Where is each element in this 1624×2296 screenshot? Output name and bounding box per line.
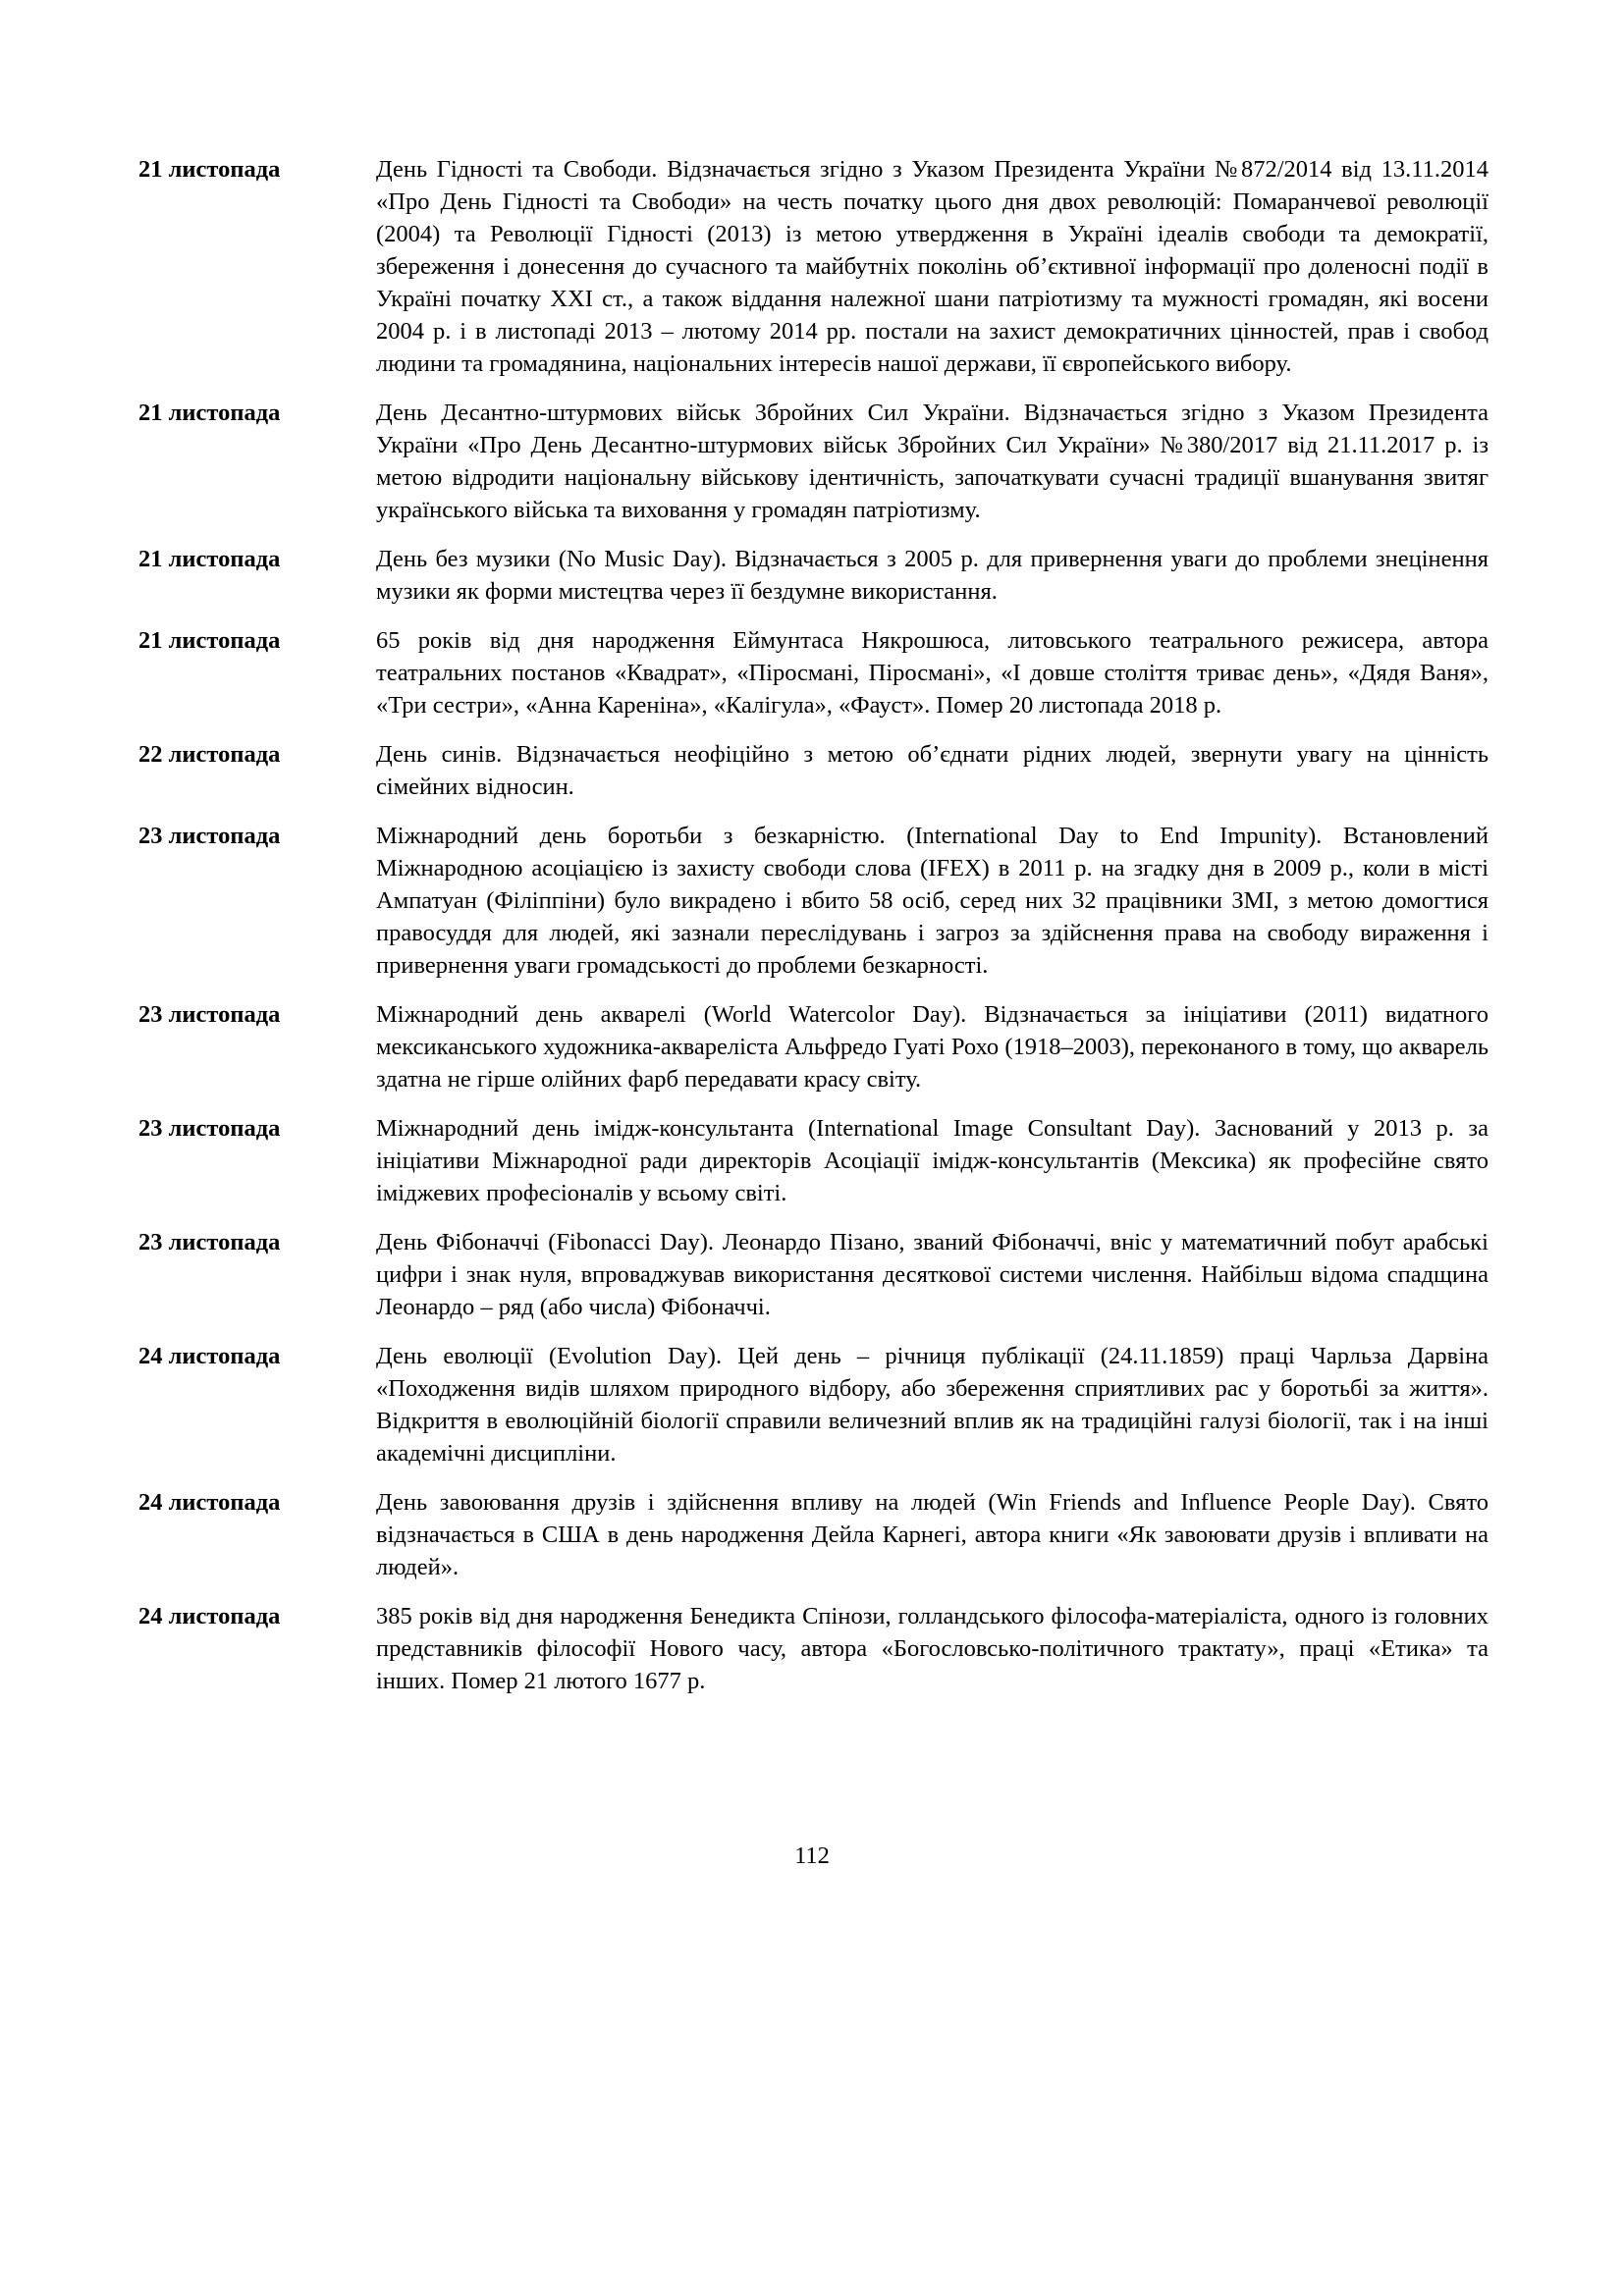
entry-date: 21 листопада [138, 546, 281, 572]
calendar-entries [138, 153, 1489, 1714]
entry-date: 22 листопада [138, 741, 281, 768]
entry-description: День синів. Відзначається неофіційно з метою об’єднати рідних людей, звернути увагу на цінність сімейних відносин. [376, 741, 1489, 800]
page-number: 112 [794, 1842, 830, 1869]
entry-description: День Фібоначчі (Fibonacci Day). Леонардо Пізано, званий Фібоначчі, вніс у математичний побут арабські цифри і знак нуля, впроваджував використання десяткової системи числення. Найбільш відома спадщина Леонардо – ряд (або числа) Фібоначчі. [376, 1229, 1489, 1320]
entry-description: День завоювання друзів і здійснення впливу на людей (Win Friends and Influence People Day). Свято відзначається в США в день народження Дейла Карнегі, автора книги «Як завоювати друзів і впливати на людей». [376, 1489, 1489, 1580]
entry-description: День без музики (No Music Day). Відзначається з 2005 р. для привернення уваги до проблеми знецінення музики як форми мистецтва через її бездумне використання. [376, 546, 1489, 605]
entry-date: 23 листопада [138, 823, 281, 849]
entry-description: 385 років від дня народження Бенедикта Спінози, голландського філософа-матеріаліста, одного із головних представників філософії Нового часу, автора «Богословсько-політичного трактату», праці «Етика» та інших. Помер 21 лютого 1677 р. [376, 1603, 1489, 1694]
entry-date: 23 листопада [138, 1115, 281, 1142]
calendar-entry [138, 1340, 1489, 1469]
entry-date: 23 листопада [138, 1229, 281, 1255]
entry-description: День Гідності та Свободи. Відзначається згідно з Указом Президента України №872/2014 від 13.11.2014 «Про День Гідності та Свободи» на честь початку цього дня двох революцій: Помаранчевої революції (2004) та Революції Гідності (2013) із метою утвердження в Україні ідеалів свободи та демократії, збереження і донесення до сучасного та майбутніх поколінь об’єктивної інформації про доленосні події в Україні початку XXI ст., а також віддання належної шани патріотизму та мужності громадян, які восени 2004 р. і в листопаді 2013 – лютому 2014 рр. постали на захист демократичних цінностей, прав і свобод людини та громадянина, національних інтересів нашої держави, її європейського вибору. [376, 156, 1489, 377]
entry-description: Міжнародний день боротьби з безкарністю. (International Day to End Impunity). Встановлений Міжнародною асоціацією із захисту свободи слова (IFEX) в 2011 р. на згадку дня в 2009 р., коли в місті Ампатуан (Філіппіни) було викрадено і вбито 58 осіб, серед них 32 працівники ЗМІ, з метою домогтися правосуддя для людей, які зазнали переслідувань і загроз за здійснення права на свободу вираження і привернення уваги громадськості до проблеми безкарності. [376, 823, 1489, 979]
calendar-entry [138, 1600, 1489, 1697]
entry-date: 21 листопада [138, 156, 281, 183]
entry-date: 21 листопада [138, 400, 281, 426]
calendar-entry [138, 397, 1489, 526]
calendar-entry [138, 543, 1489, 608]
calendar-entry [138, 1486, 1489, 1583]
calendar-entry [138, 1226, 1489, 1323]
entry-date: 23 листопада [138, 1001, 281, 1028]
entry-date: 21 листопада [138, 627, 281, 654]
entry-date: 24 листопада [138, 1489, 281, 1516]
calendar-entry [138, 1112, 1489, 1209]
entry-description: День Десантно-штурмових військ Збройних Сил України. Відзначається згідно з Указом Президента України «Про День Десантно-штурмових військ Збройних Сил України» №380/2017 від 21.11.2017 р. із метою відродити національну військову ідентичність, започаткувати сучасні традиції вшанування звитяг українського війська та виховання у громадян патріотизму. [376, 400, 1489, 523]
calendar-entry [138, 738, 1489, 803]
calendar-entry [138, 153, 1489, 380]
entry-date: 24 листопада [138, 1603, 281, 1629]
entry-date: 24 листопада [138, 1343, 281, 1369]
entry-description: 65 років від дня народження Еймунтаса Някрошюса, литовського театрального режисера, автора театральних постанов «Квадрат», «Піросмані, Піросмані», «І довше століття триває день», «Дядя Ваня», «Три сестри», «Анна Кареніна», «Калігула», «Фауст». Помер 20 листопада 2018 р. [376, 627, 1489, 719]
calendar-entry [138, 624, 1489, 721]
entry-description: День еволюції (Evolution Day). Цей день – річниця публікації (24.11.1859) праці Чарльза Дарвіна «Походження видів шляхом природного відбору, або збереження сприятливих рас у боротьбі за життя». Відкриття в еволюційній біології справили величезний вплив як на традиційні галузі біології, так і на інші академічні дисципліни. [376, 1343, 1489, 1467]
calendar-entry [138, 820, 1489, 982]
entry-description: Міжнародний день акварелі (World Watercolor Day). Відзначається за ініціативи (2011) видатного мексиканського художника-акварeліста Альфредо Гуаті Рохо (1918–2003), переконаного в тому, що акварель здатна не гірше олійних фарб передавати красу світу. [376, 1001, 1489, 1093]
entry-description: Міжнародний день імідж-консультанта (International Image Consultant Day). Заснований у 2013 р. за ініціативи Міжнародної ради директорів Асоціації імідж-консультантів (Мексика) як професійне свято іміджевих професіоналів у всьому світі. [376, 1115, 1489, 1206]
calendar-entry [138, 998, 1489, 1095]
